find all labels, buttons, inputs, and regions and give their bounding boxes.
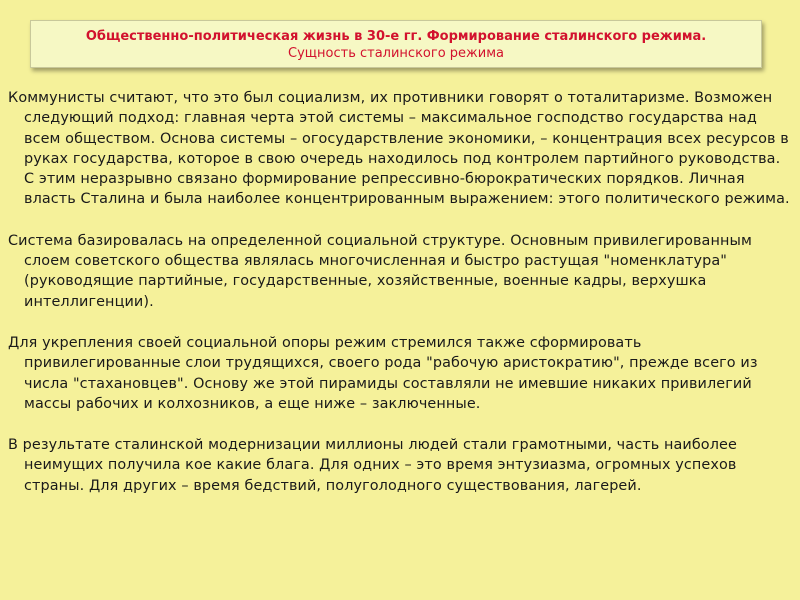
paragraph-1: Коммунисты считают, что это был социализм, их противники говорят о тоталитаризме. Возможен следующий подход: главная черта этой системы – максимальное господство государства над всем обществом. Основа системы – огосударствление экономики, – концентрация всех ресурсов в руках государства, которое в свою очередь находилось под контролем партийного руководства. С этим неразрывно связано формирование репрессивно-бюрократических порядков. Личная власть Сталина и была наиболее концентрированным выражением: этого политического режима. (8, 90, 790, 208)
slide-body (8, 88, 792, 517)
slide-subtitle: Сущность сталинского режима (288, 46, 504, 61)
paragraph-2: Система базировалась на определенной социальной структуре. Основным привилегированным слоем советского общества являлась многочисленная и быстро растущая "номенклатура" (руководящие партийные, государственные, хозяйственные, военные кадры, верхушка интеллигенции). (8, 232, 752, 310)
slide-title: Общественно-политическая жизнь в 30-е гг. Формирование сталинского режима. (85, 29, 707, 44)
paragraph-4: В результате сталинской модернизации миллионы людей стали грамотными, часть наиболее неимущих получила кое какие блага. Для одних – это время энтузиазма, огромных успехов страны. Для других – время бедствий, полуголодного существования, лагерей. (8, 437, 737, 494)
paragraph-3: Для укрепления своей социальной опоры режим стремился также сформировать привилегированные слои трудящихся, своего рода "рабочую аристократию", прежде всего из числа "стахановцев". Основу же этой пирамиды составляли не имевшие никаких привилегий массы рабочих и колхозников, а еще ниже – заключенные. (8, 334, 758, 412)
title-box (30, 20, 762, 68)
